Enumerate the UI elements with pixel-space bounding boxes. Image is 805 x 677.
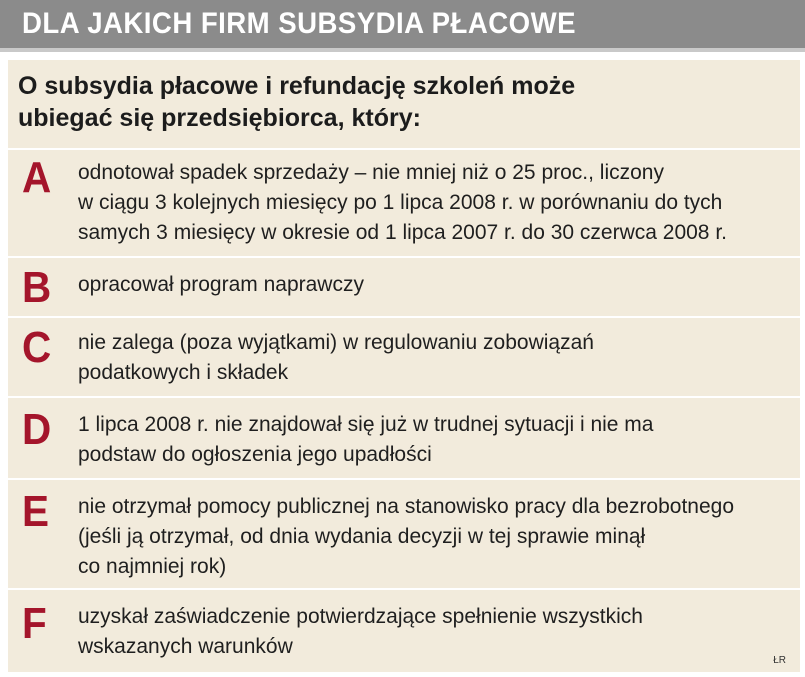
item-letter: F: [22, 599, 47, 648]
item-letter: C: [22, 323, 52, 372]
list-item-b: [8, 256, 800, 316]
item-text: [78, 602, 788, 662]
intro-line: O subsydia płacowe i refundację szkoleń może: [18, 72, 576, 100]
item-letter: B: [22, 263, 52, 312]
item-letter: E: [22, 487, 50, 536]
item-text: [78, 158, 788, 248]
intro-text: [18, 70, 778, 134]
item-text-line: samych 3 miesięcy w okresie od 1 lipca 2007 r. do 30 czerwca 2008 r.: [78, 221, 727, 244]
item-letter: D: [22, 405, 52, 454]
list-item-f: [8, 588, 800, 672]
list-item-c: [8, 316, 800, 396]
content-panel: [8, 60, 800, 672]
item-text: [78, 328, 788, 388]
header-title: DLA JAKICH FIRM SUBSYDIA PŁACOWE: [22, 7, 576, 40]
item-text-line: co najmniej rok): [78, 555, 227, 578]
item-text: [78, 270, 788, 300]
item-text-line: nie zalega (poza wyjątkami) w regulowaniu zobowiązań: [78, 331, 594, 354]
author-credit: ŁR: [773, 655, 786, 666]
item-text-line: odnotował spadek sprzedaży – nie mniej niż o 25 proc., liczony: [78, 161, 664, 184]
item-text-line: podstaw do ogłoszenia jego upadłości: [78, 443, 432, 466]
item-text-line: opracował program naprawczy: [78, 273, 364, 296]
list-item-d: [8, 396, 800, 478]
item-text: [78, 410, 788, 470]
item-text: [78, 492, 788, 582]
item-text-line: (jeśli ją otrzymał, od dnia wydania decyzji w tej sprawie minął: [78, 525, 646, 548]
item-letter: A: [22, 153, 52, 202]
list-item-a: [8, 148, 800, 256]
list-item-e: [8, 478, 800, 588]
header-bar: [0, 0, 805, 52]
intro-line: ubiegać się przedsiębiorca, który:: [18, 104, 421, 132]
item-text-line: podatkowych i składek: [78, 361, 289, 384]
item-text-line: uzyskał zaświadczenie potwierdzające spełnienie wszystkich: [78, 605, 643, 628]
item-text-line: wskazanych warunków: [78, 635, 293, 658]
item-text-line: nie otrzymał pomocy publicznej na stanowisko pracy dla bezrobotnego: [78, 495, 735, 518]
item-text-line: w ciągu 3 kolejnych miesięcy po 1 lipca 2008 r. w porównaniu do tych: [78, 191, 723, 214]
item-text-line: 1 lipca 2008 r. nie znajdował się już w trudnej sytuacji i nie ma: [78, 413, 654, 436]
